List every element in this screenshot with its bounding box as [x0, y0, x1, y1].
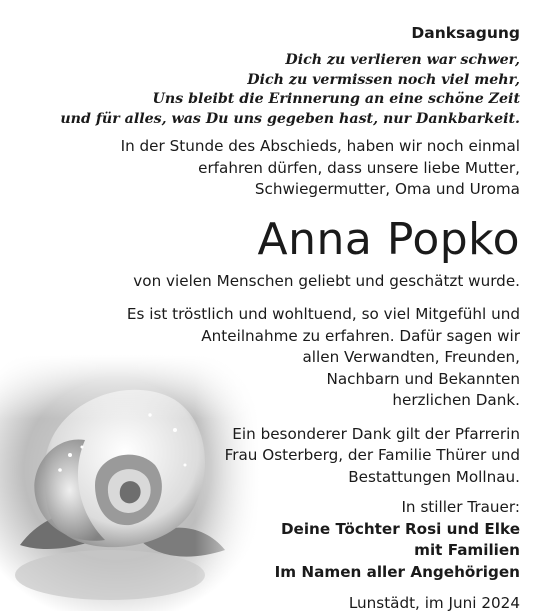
notice-text [50, 22, 520, 611]
thanks-line: Es ist tröstlich und wohltuend, so viel Mitgefühl und [126, 305, 520, 323]
poem-line: Dich zu vermissen noch viel mehr, [247, 71, 520, 88]
thanks-paragraph [50, 304, 520, 412]
poem-line: Uns bleibt die Erinnerung an eine schöne Zeit [152, 91, 520, 107]
notice-heading: Danksagung [411, 24, 520, 42]
thanks-line: Anteilnahme zu erfahren. Dafür sagen wir [201, 326, 520, 345]
intro-line: Schwiegermutter, Oma und Uroma [254, 180, 520, 198]
special-thanks-paragraph [50, 424, 520, 489]
poem-line: und für alles, was Du uns gegeben hast, nur Dankbarkeit. [60, 110, 520, 127]
special-thanks-line: Frau Osterberg, der Familie Thürer und [224, 446, 520, 464]
special-thanks-line: Bestattungen Mollnau. [348, 467, 520, 486]
after-name-line: von vielen Menschen geliebt und geschätzt wurde. [133, 271, 520, 290]
place-date: Lunstädt, im Juni 2024 [348, 594, 520, 611]
thanks-line: herzlichen Dank. [392, 391, 520, 409]
poem [50, 51, 520, 129]
mourners-block [50, 497, 520, 583]
poem-line: Dich zu verlieren war schwer, [285, 52, 520, 68]
special-thanks-line: Ein besonderer Dank gilt der Pfarrerin [232, 424, 520, 443]
mourner-line: mit Familien [414, 541, 520, 559]
mourning-intro: In stiller Trauer: [401, 498, 520, 516]
intro-line: erfahren dürfen, dass unsere liebe Mutter, [198, 158, 520, 177]
deceased-name: Anna Popko [257, 213, 520, 265]
intro-paragraph [50, 136, 520, 201]
thanks-line: allen Verwandten, Freunden, [302, 348, 520, 366]
thanks-line: Nachbarn und Bekannten [326, 369, 520, 388]
mourner-line: Deine Töchter Rosi und Elke [280, 519, 520, 538]
intro-line: In der Stunde des Abschieds, haben wir noch einmal [120, 137, 520, 155]
mourner-line: Im Namen aller Angehörigen [274, 562, 520, 581]
